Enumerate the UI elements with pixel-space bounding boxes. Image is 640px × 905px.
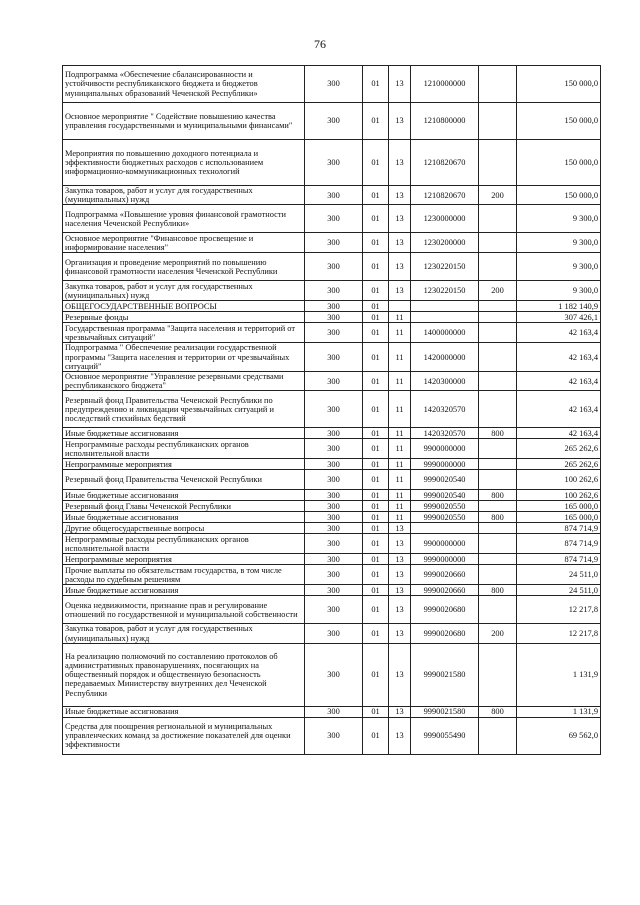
row-section: 01 — [363, 624, 389, 643]
row-expense-type — [479, 103, 517, 140]
table-row — [63, 428, 601, 439]
row-code: 300 — [305, 470, 363, 490]
row-amount: 9 300,0 — [517, 205, 601, 233]
row-section: 01 — [363, 706, 389, 717]
row-subsection: 13 — [389, 565, 411, 585]
row-amount: 100 262,6 — [517, 470, 601, 490]
row-name: Подпрограмма «Повышение уровня финансовой грамотности населения Чеченской Республики» — [63, 205, 305, 233]
row-article: 1400000000 — [411, 323, 479, 343]
row-subsection: 13 — [389, 596, 411, 624]
row-subsection: 13 — [389, 253, 411, 281]
row-code: 300 — [305, 643, 363, 706]
row-subsection: 13 — [389, 554, 411, 565]
row-name: Подпрограмма «Обеспечение сбалансированности и устойчивости республиканского бюджета и бюджетов муниципальных образований Чеченской Республики» — [63, 66, 305, 103]
row-section: 01 — [363, 312, 389, 323]
row-amount: 265 262,6 — [517, 439, 601, 459]
row-amount: 1 182 140,9 — [517, 301, 601, 312]
row-amount: 874 714,9 — [517, 523, 601, 534]
row-section: 01 — [363, 501, 389, 512]
row-subsection — [389, 301, 411, 312]
row-expense-type — [479, 459, 517, 470]
row-code: 300 — [305, 205, 363, 233]
row-subsection: 13 — [389, 103, 411, 140]
row-subsection: 11 — [389, 391, 411, 428]
table-row — [63, 643, 601, 706]
row-expense-type — [479, 565, 517, 585]
row-section: 01 — [363, 323, 389, 343]
row-expense-type: 800 — [479, 585, 517, 596]
row-code: 300 — [305, 323, 363, 343]
row-code: 300 — [305, 186, 363, 205]
row-expense-type — [479, 470, 517, 490]
row-subsection: 11 — [389, 490, 411, 501]
row-section: 01 — [363, 523, 389, 534]
row-expense-type — [479, 439, 517, 459]
row-expense-type — [479, 323, 517, 343]
row-section: 01 — [363, 233, 389, 253]
row-expense-type — [479, 233, 517, 253]
row-expense-type — [479, 253, 517, 281]
row-name: Иные бюджетные ассигнования — [63, 428, 305, 439]
row-name: На реализацию полномочий по составлению протоколов об административных правонарушениях, посягающих на общественный порядок и общественную безопасность передаваемых Министерству внутренних дел Чеченской Республики — [63, 643, 305, 706]
row-name: Государственная программа "Защита населения и территорий от чрезвычайных ситуаций" — [63, 323, 305, 343]
table-row — [63, 470, 601, 490]
row-amount: 12 217,8 — [517, 596, 601, 624]
table-row — [63, 534, 601, 554]
row-subsection: 13 — [389, 534, 411, 554]
row-section: 01 — [363, 490, 389, 501]
row-expense-type — [479, 523, 517, 534]
row-article: 1230220150 — [411, 281, 479, 301]
row-expense-type — [479, 596, 517, 624]
row-expense-type — [479, 501, 517, 512]
row-amount: 42 163,4 — [517, 372, 601, 391]
row-article: 1230000000 — [411, 205, 479, 233]
row-amount: 307 426,1 — [517, 312, 601, 323]
row-subsection: 11 — [389, 428, 411, 439]
row-amount: 9 300,0 — [517, 233, 601, 253]
row-name: Резервный фонд Правительства Чеченской Республики по предупреждению и ликвидации чрезвычайных ситуаций и последствий стихийных бедствий — [63, 391, 305, 428]
row-expense-type — [479, 391, 517, 428]
row-expense-type — [479, 643, 517, 706]
row-section: 01 — [363, 512, 389, 523]
row-name: Основное мероприятие " Содействие повышению качества управления государственными и муниципальными финансами" — [63, 103, 305, 140]
row-expense-type — [479, 554, 517, 565]
row-name: Резервные фонды — [63, 312, 305, 323]
row-section: 01 — [363, 428, 389, 439]
row-article: 1210000000 — [411, 66, 479, 103]
row-amount: 874 714,9 — [517, 554, 601, 565]
row-article: 9990020540 — [411, 470, 479, 490]
row-section: 01 — [363, 186, 389, 205]
row-article: 1210820670 — [411, 140, 479, 186]
row-name: Иные бюджетные ассигнования — [63, 490, 305, 501]
row-name: Средства для поощрения региональной и муниципальных управленческих команд за достижение показателей для оценки эффективности — [63, 717, 305, 754]
row-code: 300 — [305, 103, 363, 140]
row-subsection: 13 — [389, 66, 411, 103]
row-amount: 150 000,0 — [517, 66, 601, 103]
table-row — [63, 439, 601, 459]
row-section: 01 — [363, 534, 389, 554]
row-article: 1420300000 — [411, 372, 479, 391]
row-name: Иные бюджетные ассигнования — [63, 706, 305, 717]
table-row — [63, 459, 601, 470]
row-name: Непрограммные расходы республиканских органов исполнительной власти — [63, 439, 305, 459]
row-subsection: 13 — [389, 585, 411, 596]
row-section: 01 — [363, 140, 389, 186]
row-code: 300 — [305, 501, 363, 512]
row-subsection: 11 — [389, 323, 411, 343]
row-article: 1210800000 — [411, 103, 479, 140]
table-row — [63, 554, 601, 565]
table-row — [63, 706, 601, 717]
row-amount: 874 714,9 — [517, 534, 601, 554]
table-row — [63, 523, 601, 534]
row-name: Мероприятия по повышению доходного потенциала и эффективности бюджетных расходов с использованием информационно-коммуникационных технологий — [63, 140, 305, 186]
row-expense-type: 200 — [479, 281, 517, 301]
table-row — [63, 103, 601, 140]
table-row — [63, 501, 601, 512]
row-amount: 42 163,4 — [517, 391, 601, 428]
row-subsection: 13 — [389, 706, 411, 717]
row-code: 300 — [305, 439, 363, 459]
row-code: 300 — [305, 253, 363, 281]
row-name: Закупка товаров, работ и услуг для государственных (муниципальных) нужд — [63, 281, 305, 301]
row-article — [411, 301, 479, 312]
table-row — [63, 391, 601, 428]
row-section: 01 — [363, 103, 389, 140]
row-name: Организация и проведение мероприятий по повышению финансовой грамотности населения Чеченской Республики — [63, 253, 305, 281]
row-amount: 42 163,4 — [517, 428, 601, 439]
row-subsection: 11 — [389, 501, 411, 512]
row-amount: 1 131,9 — [517, 643, 601, 706]
row-name: Резервный фонд Главы Чеченской Республики — [63, 501, 305, 512]
row-name: Иные бюджетные ассигнования — [63, 585, 305, 596]
row-expense-type: 800 — [479, 490, 517, 501]
row-section: 01 — [363, 596, 389, 624]
row-amount: 165 000,0 — [517, 501, 601, 512]
row-article: 1210820670 — [411, 186, 479, 205]
row-section: 01 — [363, 565, 389, 585]
table-row — [63, 372, 601, 391]
row-section: 01 — [363, 585, 389, 596]
row-name: Основное мероприятие "Управление резервными средствами республиканского бюджета" — [63, 372, 305, 391]
row-article: 9990000000 — [411, 459, 479, 470]
row-amount: 150 000,0 — [517, 103, 601, 140]
row-name: ОБЩЕГОСУДАРСТВЕННЫЕ ВОПРОСЫ — [63, 301, 305, 312]
row-article: 9990020660 — [411, 585, 479, 596]
row-code: 300 — [305, 343, 363, 372]
row-expense-type — [479, 66, 517, 103]
row-section: 01 — [363, 470, 389, 490]
row-code: 300 — [305, 565, 363, 585]
row-name: Резервный фонд Правительства Чеченской Республики — [63, 470, 305, 490]
table-row — [63, 624, 601, 643]
row-article: 9990021580 — [411, 643, 479, 706]
row-subsection: 13 — [389, 140, 411, 186]
row-code: 300 — [305, 391, 363, 428]
row-code: 300 — [305, 706, 363, 717]
row-section: 01 — [363, 205, 389, 233]
row-code: 300 — [305, 596, 363, 624]
table-row — [63, 565, 601, 585]
row-code: 300 — [305, 624, 363, 643]
table-row — [63, 312, 601, 323]
row-section: 01 — [363, 643, 389, 706]
row-code: 300 — [305, 459, 363, 470]
row-amount: 150 000,0 — [517, 186, 601, 205]
row-amount: 1 131,9 — [517, 706, 601, 717]
row-code: 300 — [305, 490, 363, 501]
row-section: 01 — [363, 372, 389, 391]
row-amount: 100 262,6 — [517, 490, 601, 501]
row-name: Непрограммные мероприятия — [63, 554, 305, 565]
page-number: 76 — [314, 37, 326, 51]
row-code: 300 — [305, 512, 363, 523]
row-article — [411, 523, 479, 534]
row-subsection: 13 — [389, 233, 411, 253]
row-subsection: 11 — [389, 343, 411, 372]
row-subsection: 11 — [389, 470, 411, 490]
row-name: Непрограммные мероприятия — [63, 459, 305, 470]
budget-table-body — [63, 66, 601, 755]
row-amount: 69 562,0 — [517, 717, 601, 754]
row-article: 1420000000 — [411, 343, 479, 372]
row-code: 300 — [305, 554, 363, 565]
row-code: 300 — [305, 66, 363, 103]
row-expense-type — [479, 372, 517, 391]
row-expense-type: 200 — [479, 624, 517, 643]
row-expense-type: 200 — [479, 186, 517, 205]
table-row — [63, 585, 601, 596]
row-article: 9990021580 — [411, 706, 479, 717]
row-section: 01 — [363, 301, 389, 312]
row-code: 300 — [305, 585, 363, 596]
row-expense-type — [479, 534, 517, 554]
row-code: 300 — [305, 523, 363, 534]
row-section: 01 — [363, 343, 389, 372]
table-row — [63, 186, 601, 205]
row-subsection: 11 — [389, 512, 411, 523]
row-name: Основное мероприятие "Финансовое просвещение и информирование населения" — [63, 233, 305, 253]
row-amount: 165 000,0 — [517, 512, 601, 523]
row-section: 01 — [363, 554, 389, 565]
row-expense-type: 800 — [479, 706, 517, 717]
row-expense-type — [479, 205, 517, 233]
row-amount: 150 000,0 — [517, 140, 601, 186]
row-code: 300 — [305, 534, 363, 554]
row-article: 9990020550 — [411, 501, 479, 512]
row-article: 1230220150 — [411, 253, 479, 281]
row-name: Закупка товаров, работ и услуг для государственных (муниципальных) нужд — [63, 624, 305, 643]
row-amount: 24 511,0 — [517, 585, 601, 596]
table-row — [63, 717, 601, 754]
table-row — [63, 323, 601, 343]
row-amount: 42 163,4 — [517, 323, 601, 343]
row-amount: 42 163,4 — [517, 343, 601, 372]
row-amount: 12 217,8 — [517, 624, 601, 643]
row-article: 9990020680 — [411, 596, 479, 624]
table-row — [63, 281, 601, 301]
row-article: 9990020550 — [411, 512, 479, 523]
row-code: 300 — [305, 233, 363, 253]
budget-table — [62, 65, 601, 755]
row-section: 01 — [363, 717, 389, 754]
row-expense-type: 800 — [479, 512, 517, 523]
row-code: 300 — [305, 372, 363, 391]
row-section: 01 — [363, 391, 389, 428]
row-expense-type: 800 — [479, 428, 517, 439]
row-section: 01 — [363, 439, 389, 459]
row-expense-type — [479, 717, 517, 754]
row-subsection: 13 — [389, 643, 411, 706]
row-amount: 9 300,0 — [517, 253, 601, 281]
row-subsection: 13 — [389, 624, 411, 643]
table-row — [63, 596, 601, 624]
row-code: 300 — [305, 140, 363, 186]
row-article: 9990020540 — [411, 490, 479, 501]
row-expense-type — [479, 140, 517, 186]
row-amount: 24 511,0 — [517, 565, 601, 585]
row-expense-type — [479, 343, 517, 372]
row-subsection: 11 — [389, 312, 411, 323]
row-article: 9990020680 — [411, 624, 479, 643]
table-row — [63, 301, 601, 312]
row-name: Непрограммные расходы республиканских органов исполнительной власти — [63, 534, 305, 554]
row-section: 01 — [363, 253, 389, 281]
row-subsection: 11 — [389, 459, 411, 470]
row-subsection: 11 — [389, 439, 411, 459]
row-article: 1230200000 — [411, 233, 479, 253]
row-code: 300 — [305, 312, 363, 323]
row-name: Оценка недвижимости, признание прав и регулирование отношений по государственной и муниципальной собственности — [63, 596, 305, 624]
row-article: 1420320570 — [411, 428, 479, 439]
row-article: 9900000000 — [411, 534, 479, 554]
row-amount: 265 262,6 — [517, 459, 601, 470]
row-section: 01 — [363, 66, 389, 103]
row-code: 300 — [305, 301, 363, 312]
table-row — [63, 66, 601, 103]
table-row — [63, 253, 601, 281]
row-subsection: 13 — [389, 523, 411, 534]
row-name: Иные бюджетные ассигнования — [63, 512, 305, 523]
table-row — [63, 233, 601, 253]
row-name: Прочие выплаты по обязательствам государства, в том числе расходы по судебным решениям — [63, 565, 305, 585]
row-code: 300 — [305, 717, 363, 754]
row-code: 300 — [305, 428, 363, 439]
row-article: 9990000000 — [411, 554, 479, 565]
row-article: 9990020660 — [411, 565, 479, 585]
table-row — [63, 490, 601, 501]
row-subsection: 13 — [389, 186, 411, 205]
row-expense-type — [479, 301, 517, 312]
row-article: 1420320570 — [411, 391, 479, 428]
table-row — [63, 140, 601, 186]
row-name: Подпрограмма " Обеспечение реализации государственной программы "Защита населения и территории от чрезвычайных ситуаций" — [63, 343, 305, 372]
row-article — [411, 312, 479, 323]
row-subsection: 11 — [389, 372, 411, 391]
row-code: 300 — [305, 281, 363, 301]
table-row — [63, 512, 601, 523]
table-row — [63, 205, 601, 233]
row-article: 9990055490 — [411, 717, 479, 754]
row-name: Другие общегосударственные вопросы — [63, 523, 305, 534]
row-name: Закупка товаров, работ и услуг для государственных (муниципальных) нужд — [63, 186, 305, 205]
row-article: 9900000000 — [411, 439, 479, 459]
row-subsection: 13 — [389, 281, 411, 301]
row-section: 01 — [363, 459, 389, 470]
row-expense-type — [479, 312, 517, 323]
row-amount: 9 300,0 — [517, 281, 601, 301]
row-section: 01 — [363, 281, 389, 301]
row-subsection: 13 — [389, 717, 411, 754]
row-subsection: 13 — [389, 205, 411, 233]
table-row — [63, 343, 601, 372]
